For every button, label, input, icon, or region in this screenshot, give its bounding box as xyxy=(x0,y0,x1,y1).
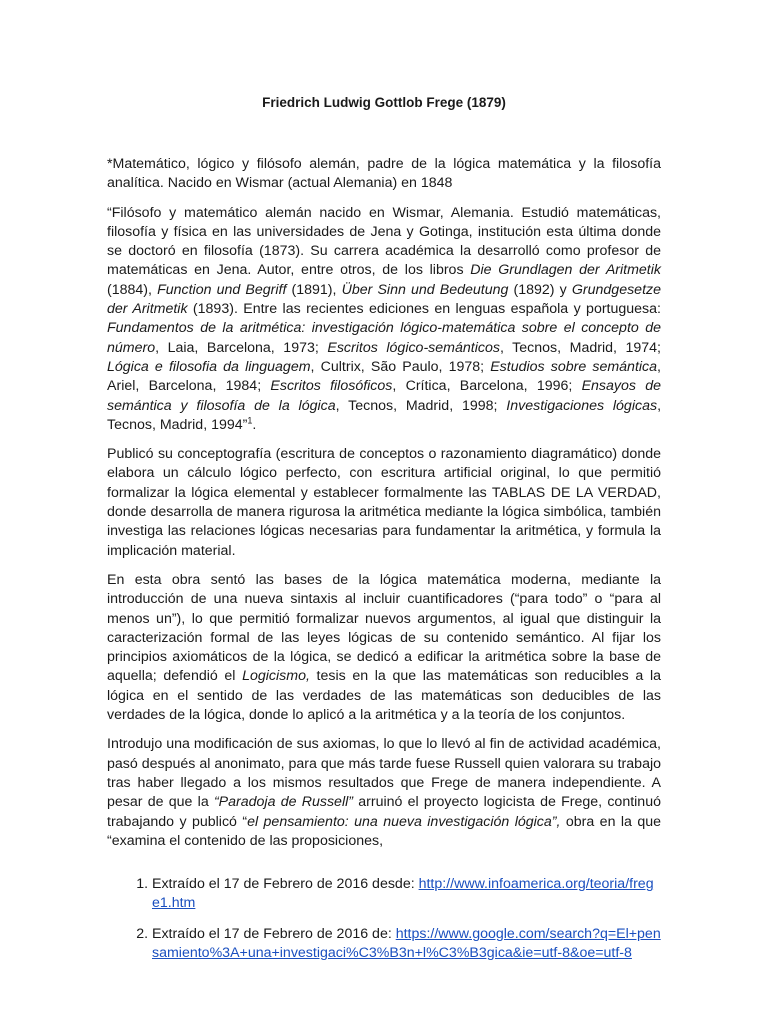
footnote-text: Extraído el 17 de Febrero de 2016 desde: xyxy=(152,876,419,893)
paragraph-text: obra en la que “examina el contenido de las proposiciones, xyxy=(107,813,661,849)
book-title: Estudios sobre semántica xyxy=(490,358,658,375)
quote-text: . xyxy=(252,416,257,433)
quote-text: (1893). Entre las recientes ediciones en lenguas española y portuguesa: xyxy=(187,301,661,318)
emphasis-term: “Paradoja de Russell” xyxy=(213,794,353,811)
book-title: Escritos lógico-semánticos xyxy=(327,339,500,356)
footnote-item xyxy=(152,925,661,963)
paragraph-text: En esta obra sentó las bases de la lógica matemática moderna, mediante la introducción de una nueva sintaxis al incluir cuantificadores (“para todo” o “para al menos un”), lo que permitió formalizar nuevos argumentos, al igual que distinguir la caracterización formal de las leyes lógicas de su contenido semántico. Al fijar los principios axiomáticos de la lógica, se dedicó a edificar la aritmética sobre la base de aquella; defendió el xyxy=(107,571,661,685)
paragraph-text: tesis en la que las matemáticas son reducibles a la lógica en el sentido de las verdades de las matemáticas son deducibles de las verdades de la lógica, donde lo aplicó a la aritmética y a la teoría de los conjuntos. xyxy=(107,668,661,724)
footnote-marker: 1 xyxy=(247,415,253,426)
footnote-text: Extraído el 17 de Febrero de 2016 de: xyxy=(152,926,396,943)
paragraph-text: Introdujo una modificación de sus axiomas, lo que lo llevó al fin de actividad académica, pasó después al anonimato, para que más tarde fuese Russell quien valorara su trabajo tras haber llegado a los mismos resultados que Frege de manera independiente. A pesar de que la xyxy=(107,736,661,811)
quote-text: , Tecnos, Madrid, 1998; xyxy=(335,397,507,414)
footnote-link[interactable]: http://www.infoamerica.org/teoria/frege1.htm xyxy=(152,876,654,912)
quote-paragraph xyxy=(107,204,661,436)
book-title: Die Grundlagen der Aritmetik xyxy=(470,262,661,279)
book-title: Über Sinn und Bedeutung xyxy=(341,281,509,298)
footnote-link[interactable]: https://www.google.com/search?q=El+pensamiento%3A+una+investigaci%C3%B3n+l%C3%B3gica&ie=utf-8&oe=utf-8 xyxy=(152,926,661,962)
footnote-item xyxy=(152,875,661,913)
russell-paragraph xyxy=(107,735,661,851)
quote-text: , Crítica, Barcelona, 1996; xyxy=(392,378,582,395)
emphasis-term: el pensamiento: una nueva investigación lógica”, xyxy=(247,813,561,830)
document-page xyxy=(107,94,661,975)
quote-text: (1884), xyxy=(107,281,158,298)
book-title: Investigaciones lógicas xyxy=(506,397,658,414)
emphasis-term: Logicismo, xyxy=(242,668,310,685)
book-title: Function und Begriff xyxy=(157,281,287,298)
book-title: Lógica e filosofia da linguagem xyxy=(107,358,311,375)
footnotes-list xyxy=(107,875,661,963)
quote-text: , Ariel, Barcelona, 1984; xyxy=(107,358,661,395)
book-title: Fundamentos de la aritmética: investigación lógico-matemática sobre el concepto de número xyxy=(107,320,661,356)
book-title: Escritos filosóficos xyxy=(270,378,393,395)
quote-text: (1891), xyxy=(286,281,342,298)
quote-text: “Filósofo y matemático alemán nacido en Wismar, Alemania. Estudió matemáticas, filosofía y física en las universidades de Jena y Gotinga, institución esta última donde se doctoró en filosofía (1873). Su carrera académica la desarrolló como profesor de matemáticas en Jena. Autor, entre otros, de los libros xyxy=(107,204,661,279)
intro-paragraph: *Matemático, lógico y filósofo alemán, padre de la lógica matemática y la filosofía analítica. Nacido en Wismar (actual Alemania) en 1848 xyxy=(107,156,661,192)
conceptography-paragraph: Publicó su conceptografía (escritura de conceptos o razonamiento diagramático) donde elabora un cálculo lógico perfecto, con escritura artificial original, lo que permitió formalizar la lógica elemental y establecer formalmente las TABLAS DE LA VERDAD, donde desarrolla de manera rigurosa la aritmética mediante la lógica simbólica, también investiga las relaciones lógicas necesarias para fundamentar la aritmética, y formula la implicación material. xyxy=(107,446,661,559)
quote-text: , Laia, Barcelona, 1973; xyxy=(155,339,328,356)
book-title: Grundgesetze der Aritmetik xyxy=(107,281,661,318)
document-title: Friedrich Ludwig Gottlob Frege (1879) xyxy=(262,95,506,110)
quote-text: , Tecnos, Madrid, 1974; xyxy=(499,339,661,356)
book-title: Ensayos de semántica y filosofía de la lógica xyxy=(107,378,662,414)
quote-text: (1892) y xyxy=(508,281,572,298)
paragraph-text: arruinó el proyecto logicista de Frege, continuó trabajando y publicó “ xyxy=(107,794,661,830)
quote-text: , Tecnos, Madrid, 1994” xyxy=(107,397,662,433)
quote-text: , Cultrix, São Paulo, 1978; xyxy=(310,358,491,375)
logic-foundations-paragraph xyxy=(107,571,661,725)
